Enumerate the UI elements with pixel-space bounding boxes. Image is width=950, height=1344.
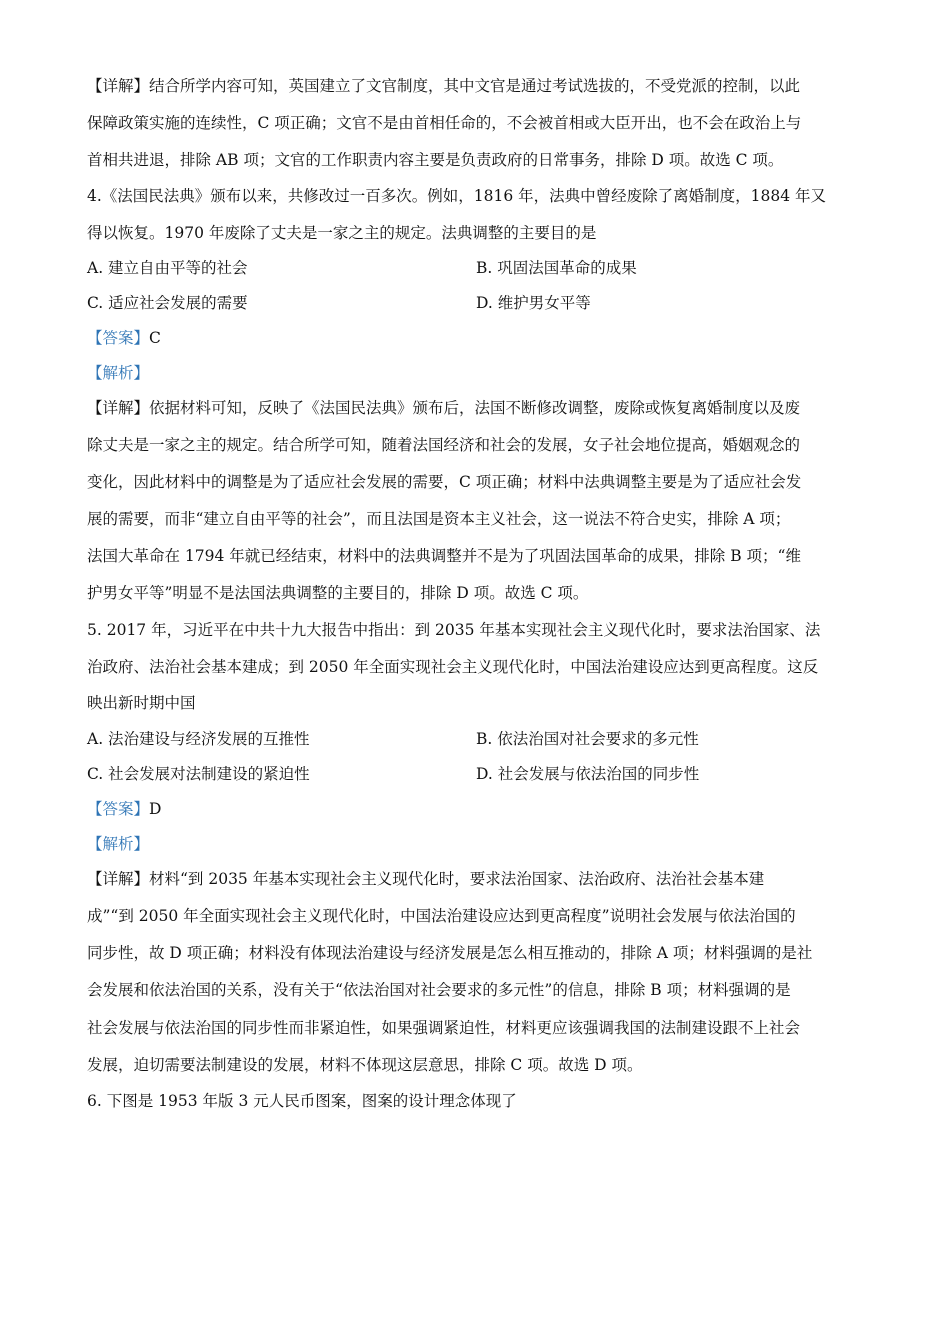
line-text: 【详解】结合所学内容可知，英国建立了文官制度，其中文官是通过考试选拔的，不受党派的控制，以此 bbox=[87, 77, 801, 95]
line-text: 6. 下图是 1953 年版 3 元人民币图案，图案的设计理念体现了 bbox=[87, 1092, 517, 1110]
section-tag: 【解析】 bbox=[87, 835, 150, 853]
text-line bbox=[87, 546, 801, 566]
text-line bbox=[87, 980, 791, 1000]
line-text: 【详解】依据材料可知，反映了《法国民法典》颁布后，法国不断修改调整，废除或恢复离婚制度以及废 bbox=[87, 399, 801, 417]
line-text: 法国大革命在 1794 年就已经结束，材料中的法典调整并不是为了巩固法国革命的成果，排除 B 项；“维 bbox=[87, 547, 801, 565]
line-text: 保障政策实施的连续性，C 项正确；文官不是由首相任命的，不会被首相或大臣开出，也不会在政治上与 bbox=[87, 114, 802, 132]
option-text: D. 维护男女平等 bbox=[476, 294, 591, 312]
text-line bbox=[87, 186, 826, 206]
line-text: 首相共进退，排除 AB 项；文官的工作职责内容主要是负责政府的日常事务，排除 D 项。故选 C 项。 bbox=[87, 151, 784, 169]
text-line bbox=[87, 906, 796, 926]
line-text: 展的需要，而非“建立自由平等的社会”，而且法国是资本主义社会，这一说法不符合史实，排除 A 项； bbox=[87, 510, 791, 528]
line-text: 会发展和依法治国的关系，没有关于“依法治国对社会要求的多元性”的信息，排除 B 项；材料强调的是 bbox=[87, 981, 791, 999]
text-line bbox=[87, 1018, 800, 1038]
section-tag: 【答案】 bbox=[87, 329, 150, 347]
text-line bbox=[87, 869, 764, 889]
line-text: 发展，迫切需要法制建设的发展，材料不体现这层意思，排除 C 项。故选 D 项。 bbox=[87, 1056, 643, 1074]
line-text: 治政府、法治社会基本建成；到 2050 年全面实现社会主义现代化时，中国法治建设应达到更高程度。这反 bbox=[87, 658, 819, 676]
option-text: D. 社会发展与依法治国的同步性 bbox=[476, 765, 700, 783]
line-text: A. 法治建设与经济发展的互推性 bbox=[87, 730, 310, 748]
text-line bbox=[87, 435, 800, 455]
line-text: 5. 2017 年，习近平在中共十九大报告中指出：到 2035 年基本实现社会主义现代化时，要求法治国家、法 bbox=[87, 621, 821, 639]
line-text: 【详解】材料“到 2035 年基本实现社会主义现代化时，要求法治国家、法治政府、法治社会基本建 bbox=[87, 870, 765, 888]
line-text: 得以恢复。1970 年废除了丈夫是一家之主的规定。法典调整的主要目的是 bbox=[87, 224, 597, 242]
section-tag: 【解析】 bbox=[87, 364, 150, 382]
text-line bbox=[87, 328, 161, 348]
text-line bbox=[87, 363, 149, 383]
text-line bbox=[87, 150, 783, 170]
line-text: 护男女平等”明显不是法国法典调整的主要目的，排除 D 项。故选 C 项。 bbox=[87, 584, 589, 602]
line-text: C bbox=[149, 329, 161, 347]
text-line bbox=[87, 1055, 643, 1075]
line-text: C. 社会发展对法制建设的紧迫性 bbox=[87, 765, 310, 783]
text-line bbox=[87, 113, 801, 133]
line-text: 映出新时期中国 bbox=[87, 694, 196, 712]
text-line bbox=[87, 799, 161, 819]
text-line bbox=[87, 258, 248, 278]
line-text: 同步性，故 D 项正确；材料没有体现法治建设与经济发展是怎么相互推动的，排除 A 项；材料强调的是社 bbox=[87, 944, 813, 962]
line-text: C. 适应社会发展的需要 bbox=[87, 294, 248, 312]
text-line bbox=[87, 657, 818, 677]
section-tag: 【答案】 bbox=[87, 800, 150, 818]
option-text: B. 依法治国对社会要求的多元性 bbox=[476, 730, 699, 748]
line-text: D bbox=[149, 800, 162, 818]
text-line bbox=[87, 76, 800, 96]
text-line bbox=[87, 472, 801, 492]
text-line bbox=[87, 583, 588, 603]
text-line bbox=[87, 1091, 517, 1111]
text-line bbox=[87, 693, 196, 713]
line-text: 社会发展与依法治国的同步性而非紧迫性，如果强调紧迫性，材料更应该强调我国的法制建设跟不上社会 bbox=[87, 1019, 801, 1037]
line-text: A. 建立自由平等的社会 bbox=[87, 259, 248, 277]
line-text: 变化，因此材料中的调整是为了适应社会发展的需要，C 项正确；材料中法典调整主要是为了适应社会发 bbox=[87, 473, 802, 491]
line-text: 除丈夫是一家之主的规定。结合所学可知，随着法国经济和社会的发展，女子社会地位提高，婚姻观念的 bbox=[87, 436, 801, 454]
text-line bbox=[87, 834, 149, 854]
text-line bbox=[87, 764, 310, 784]
line-text: 成”“到 2050 年全面实现社会主义现代化时，中国法治建设应达到更高程度”说明社会发展与依法治国的 bbox=[87, 907, 796, 925]
text-line bbox=[87, 293, 248, 313]
text-line bbox=[87, 943, 812, 963]
text-line bbox=[87, 509, 790, 529]
option-text: B. 巩固法国革命的成果 bbox=[476, 259, 637, 277]
text-line bbox=[87, 223, 596, 243]
text-line bbox=[87, 620, 820, 640]
text-line bbox=[87, 729, 310, 749]
line-text: 4.《法国民法典》颁布以来，共修改过一百多次。例如，1816 年，法典中曾经废除了离婚制度，1884 年又 bbox=[87, 187, 827, 205]
text-line bbox=[87, 398, 800, 418]
